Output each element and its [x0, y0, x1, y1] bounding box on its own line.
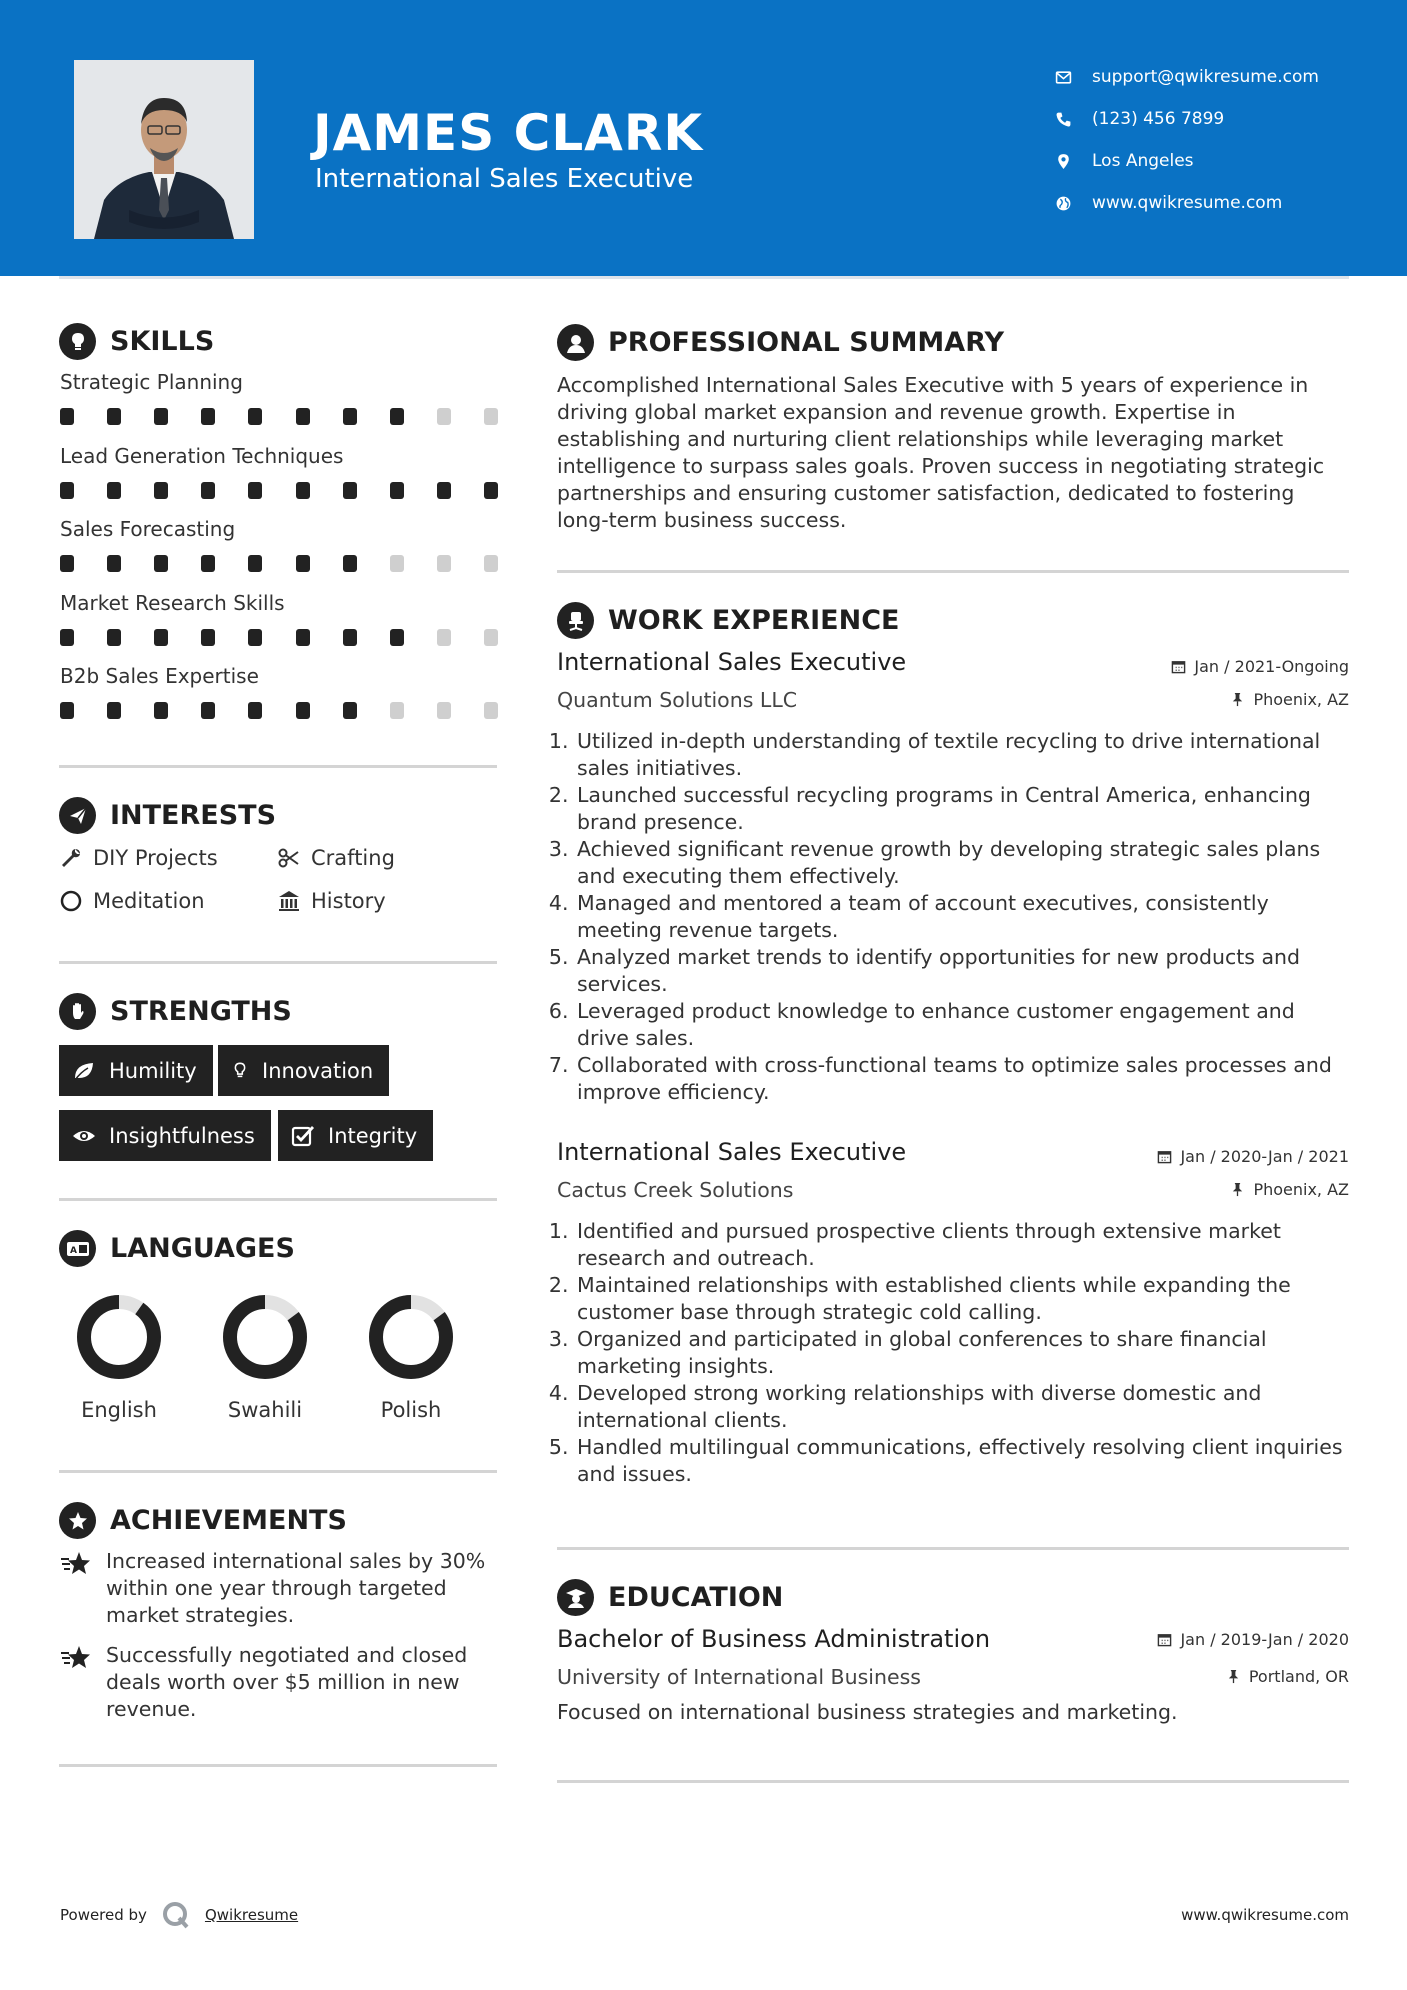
- job-bullet: 5. Handled multilingual communications, effectively resolving client inquiries and issues.: [575, 1434, 1350, 1488]
- experience-title: WORK EXPERIENCE: [608, 605, 900, 636]
- pushpin-icon: [1230, 692, 1245, 707]
- wrench-icon: [59, 846, 83, 870]
- rating-dot-filled: [390, 629, 404, 646]
- education-location: [1226, 1667, 1349, 1686]
- skill-rating: [60, 555, 498, 572]
- skills-title: SKILLS: [110, 326, 215, 357]
- achievements-heading: [59, 1502, 347, 1539]
- skill-name: Market Research Skills: [60, 591, 285, 615]
- strength-badge: [278, 1110, 433, 1161]
- job-bullet: 3. Organized and participated in global conferences to share financial marketing insights.: [575, 1326, 1350, 1380]
- candidate-role: International Sales Executive: [315, 164, 694, 194]
- check-square-icon: [290, 1123, 316, 1149]
- job-bullet: 6. Leveraged product knowledge to enhance customer engagement and drive sales.: [575, 998, 1350, 1052]
- rating-dot-filled: [343, 482, 357, 499]
- phone-icon: [1055, 111, 1072, 128]
- contact-email[interactable]: [1055, 56, 1395, 98]
- experience-heading: [557, 602, 899, 639]
- rating-dot-filled: [248, 555, 262, 572]
- lightbulb-icon: [230, 1058, 250, 1084]
- job-company: Cactus Creek Solutions: [557, 1178, 794, 1202]
- calendar-icon: [1171, 659, 1186, 674]
- rating-dot-filled: [154, 555, 168, 572]
- interest-item: [59, 846, 218, 870]
- education-degree: Bachelor of Business Administration: [557, 1625, 991, 1653]
- star-icon: [60, 1644, 92, 1672]
- job-title: International Sales Executive: [557, 1138, 907, 1166]
- strengths-title: STRENGTHS: [110, 996, 292, 1027]
- svg-text:A: A: [69, 1245, 77, 1256]
- skills-heading: [59, 323, 214, 360]
- footer-site-link[interactable]: www.qwikresume.com: [1181, 1906, 1349, 1924]
- job-location-text: Phoenix, AZ: [1253, 1180, 1349, 1199]
- footer-powered-by: [60, 1900, 298, 1930]
- pushpin-icon: [1230, 1182, 1245, 1197]
- calendar-icon: [1157, 1149, 1172, 1164]
- rating-dot-filled: [437, 482, 451, 499]
- divider: [557, 1547, 1349, 1550]
- rating-dot-empty: [390, 555, 404, 572]
- contact-phone[interactable]: [1055, 98, 1395, 140]
- bank-icon: [277, 889, 301, 913]
- rating-dot-filled: [154, 702, 168, 719]
- language-name: English: [81, 1398, 157, 1422]
- contact-info: [1055, 56, 1395, 224]
- user-icon: [557, 324, 594, 361]
- skill-name: Sales Forecasting: [60, 517, 236, 541]
- job-location-text: Phoenix, AZ: [1253, 690, 1349, 709]
- education-school: University of International Business: [557, 1665, 921, 1689]
- job-bullet: 7. Collaborated with cross-functional teams to optimize sales processes and improve efficiency.: [575, 1052, 1350, 1106]
- rating-dot-filled: [343, 555, 357, 572]
- education-dates: [1157, 1630, 1349, 1649]
- interest-item: [59, 889, 205, 913]
- lightbulb-icon: [59, 323, 96, 360]
- header-divider: [59, 276, 1349, 279]
- interest-label: Meditation: [93, 889, 205, 913]
- graduate-icon: [557, 1579, 594, 1616]
- rating-dot-filled: [60, 408, 74, 425]
- circle-icon: [59, 889, 83, 913]
- rating-dot-filled: [201, 555, 215, 572]
- divider: [59, 1764, 497, 1767]
- rating-dot-filled: [107, 482, 121, 499]
- job-company: Quantum Solutions LLC: [557, 688, 798, 712]
- skill-name: B2b Sales Expertise: [60, 664, 259, 688]
- rating-dot-filled: [484, 482, 498, 499]
- strength-label: Innovation: [262, 1058, 374, 1083]
- rating-dot-filled: [390, 408, 404, 425]
- star-badge-icon: [59, 1502, 96, 1539]
- job-location: [1230, 1180, 1349, 1199]
- skill-row: [60, 591, 500, 646]
- profile-photo: [74, 60, 254, 239]
- education-title: EDUCATION: [608, 1582, 784, 1613]
- rating-dot-filled: [248, 702, 262, 719]
- rating-dot-filled: [343, 408, 357, 425]
- strength-label: Humility: [109, 1058, 197, 1083]
- rating-dot-filled: [296, 482, 310, 499]
- achievement-item: [60, 1642, 500, 1723]
- powered-by-label: Powered by: [60, 1906, 147, 1924]
- education-heading: [557, 1579, 783, 1616]
- job-title: International Sales Executive: [557, 648, 907, 676]
- candidate-name: JAMES CLARK: [313, 104, 704, 162]
- achievement-text: Increased international sales by 30% within one year through targeted market strategies.: [106, 1549, 486, 1627]
- job-bullet: 3. Achieved significant revenue growth by developing strategic sales plans and executing them effectively.: [575, 836, 1350, 890]
- interests-title: INTERESTS: [110, 800, 277, 831]
- contact-location: [1055, 140, 1395, 182]
- job-bullets: [550, 1218, 1350, 1488]
- job-bullet: 4. Managed and mentored a team of account executives, consistently meeting revenue targets.: [575, 890, 1350, 944]
- job-bullet: 4. Developed strong working relationships with diverse domestic and international clients.: [575, 1380, 1350, 1434]
- summary-title: PROFESSIONAL SUMMARY: [608, 327, 1005, 358]
- job-dates-text: Jan / 2021-Ongoing: [1194, 657, 1349, 676]
- divider: [59, 765, 497, 768]
- star-icon: [60, 1550, 92, 1578]
- rating-dot-filled: [60, 482, 74, 499]
- job-location: [1230, 690, 1349, 709]
- skill-row: [60, 444, 500, 499]
- pushpin-icon: [1226, 1669, 1241, 1684]
- education-location-text: Portland, OR: [1248, 1667, 1349, 1686]
- strength-label: Insightfulness: [109, 1123, 255, 1148]
- strength-badge: [59, 1045, 213, 1096]
- skill-rating: [60, 482, 498, 499]
- rating-dot-filled: [390, 482, 404, 499]
- rating-dot-filled: [248, 482, 262, 499]
- interests-heading: [59, 797, 276, 834]
- language-name: Polish: [380, 1398, 442, 1422]
- divider: [59, 1198, 497, 1201]
- achievements-title: ACHIEVEMENTS: [110, 1505, 347, 1536]
- job-bullet: 5. Analyzed market trends to identify opportunities for new products and services.: [575, 944, 1350, 998]
- job-bullets: [550, 728, 1350, 1106]
- rating-dot-filled: [60, 555, 74, 572]
- map-pin-icon: [1055, 153, 1072, 170]
- strength-badge: [59, 1110, 271, 1161]
- rating-dot-filled: [296, 702, 310, 719]
- strengths-heading: [59, 993, 292, 1030]
- job-bullet: 1. Identified and pursued prospective clients through extensive market research and outreach.: [575, 1218, 1350, 1272]
- skill-rating: [60, 702, 498, 719]
- skill-rating: [60, 408, 498, 425]
- globe-icon: [1055, 195, 1072, 212]
- rating-dot-filled: [248, 629, 262, 646]
- interest-item: [277, 889, 386, 913]
- contact-location-text: Los Angeles: [1092, 151, 1194, 171]
- rating-dot-filled: [107, 408, 121, 425]
- rating-dot-empty: [437, 408, 451, 425]
- rating-dot-filled: [296, 629, 310, 646]
- rating-dot-filled: [201, 482, 215, 499]
- rating-dot-filled: [60, 702, 74, 719]
- qwikresume-logo-icon: [161, 1900, 191, 1930]
- rating-dot-empty: [484, 408, 498, 425]
- job-dates: [1171, 657, 1349, 676]
- summary-text: Accomplished International Sales Executive with 5 years of experience in driving global market expansion and revenue growth. Expertise in establishing and nurturing client relationships while leveraging market intelligence to surpass sales goals. Proven success in negotiating strategic partnerships and ensuring customer satisfaction, dedicated to fostering long-term business success.: [557, 373, 1325, 532]
- skill-row: [60, 370, 500, 425]
- rating-dot-filled: [154, 629, 168, 646]
- divider: [59, 961, 497, 964]
- rating-dot-filled: [60, 629, 74, 646]
- rating-dot-empty: [484, 555, 498, 572]
- rating-dot-empty: [484, 629, 498, 646]
- language-item: [59, 1292, 179, 1422]
- rating-dot-filled: [201, 629, 215, 646]
- scissors-icon: [277, 846, 301, 870]
- summary-heading: [557, 324, 1004, 361]
- language-item: [205, 1292, 325, 1422]
- rating-dot-empty: [484, 702, 498, 719]
- language-item: [351, 1292, 471, 1422]
- job-bullet: 2. Launched successful recycling programs in Central America, enhancing brand presence.: [575, 782, 1350, 836]
- contact-phone-text: (123) 456 7899: [1092, 109, 1225, 129]
- rating-dot-filled: [296, 408, 310, 425]
- rating-dot-empty: [437, 702, 451, 719]
- skill-rating: [60, 629, 498, 646]
- divider: [557, 570, 1349, 573]
- strength-label: Integrity: [328, 1123, 418, 1148]
- divider: [557, 1780, 1349, 1783]
- interest-item: [277, 846, 395, 870]
- languages-heading: [59, 1230, 295, 1267]
- envelope-icon: [1055, 69, 1072, 86]
- donut-fill: [84, 1302, 154, 1372]
- office-chair-icon: [557, 602, 594, 639]
- rating-dot-filled: [343, 702, 357, 719]
- rating-dot-filled: [296, 555, 310, 572]
- languages-title: LANGUAGES: [110, 1233, 295, 1264]
- job-dates: [1157, 1147, 1349, 1166]
- education-dates-text: Jan / 2019-Jan / 2020: [1180, 1630, 1349, 1649]
- eye-icon: [71, 1123, 97, 1149]
- hand-icon: [59, 993, 96, 1030]
- contact-website[interactable]: [1055, 182, 1395, 224]
- interest-label: History: [311, 889, 386, 913]
- achievement-item: [60, 1548, 500, 1629]
- rating-dot-filled: [154, 482, 168, 499]
- language-level-donut: [366, 1292, 456, 1382]
- achievement-text: Successfully negotiated and closed deals worth over $5 million in new revenue.: [106, 1643, 468, 1721]
- qwikresume-link[interactable]: Qwikresume: [204, 1906, 299, 1924]
- rating-dot-filled: [107, 629, 121, 646]
- divider: [59, 1470, 497, 1473]
- job-dates-text: Jan / 2020-Jan / 2021: [1180, 1147, 1349, 1166]
- calendar-icon: [1157, 1632, 1172, 1647]
- skill-row: [60, 517, 500, 572]
- contact-email-text: support@qwikresume.com: [1092, 67, 1319, 87]
- rating-dot-filled: [201, 408, 215, 425]
- language-icon: [59, 1230, 96, 1267]
- rating-dot-filled: [343, 629, 357, 646]
- strength-badge: [218, 1045, 389, 1096]
- rating-dot-filled: [154, 408, 168, 425]
- resume-header: [0, 0, 1407, 276]
- skill-row: [60, 664, 500, 719]
- job-bullet: 2. Maintained relationships with established clients while expanding the customer base through strategic cold calling.: [575, 1272, 1350, 1326]
- rating-dot-empty: [437, 629, 451, 646]
- contact-website-text: www.qwikresume.com: [1092, 193, 1283, 213]
- skill-name: Lead Generation Techniques: [60, 444, 344, 468]
- rating-dot-filled: [107, 555, 121, 572]
- interest-label: Crafting: [311, 846, 395, 870]
- language-level-donut: [74, 1292, 164, 1382]
- rating-dot-filled: [107, 702, 121, 719]
- rating-dot-empty: [390, 702, 404, 719]
- rating-dot-filled: [248, 408, 262, 425]
- interest-label: DIY Projects: [93, 846, 218, 870]
- rating-dot-filled: [201, 702, 215, 719]
- language-level-donut: [220, 1292, 310, 1382]
- language-name: Swahili: [227, 1398, 303, 1422]
- education-description: Focused on international business strategies and marketing.: [557, 1700, 1178, 1724]
- rating-dot-empty: [437, 555, 451, 572]
- leaf-icon: [71, 1058, 97, 1084]
- paper-plane-icon: [59, 797, 96, 834]
- job-bullet: 1. Utilized in-depth understanding of textile recycling to drive international sales initiatives.: [575, 728, 1350, 782]
- skill-name: Strategic Planning: [60, 370, 243, 394]
